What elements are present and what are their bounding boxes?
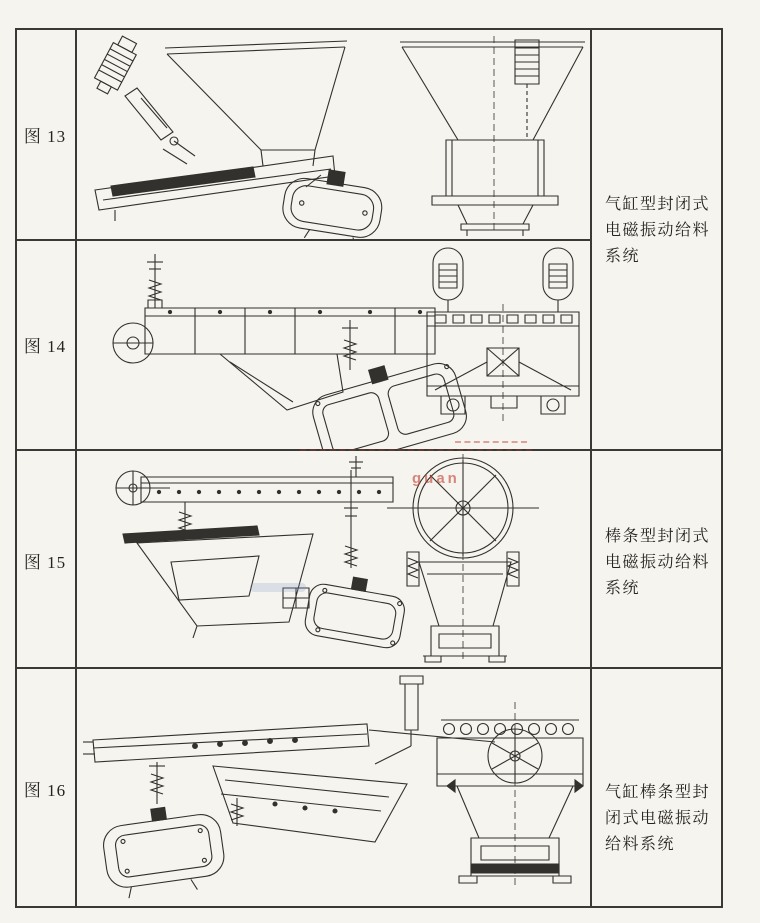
figure-14-front-view (427, 248, 579, 422)
figure-15-drawing (75, 450, 590, 667)
figure-15-label: 图 15 (23, 553, 67, 572)
description-line: 系统 (605, 248, 641, 265)
figure-16-drawing (75, 668, 590, 908)
figure-13-drawing (75, 28, 590, 239)
description-line: 电磁振动给料 (605, 222, 711, 239)
description-bar-type (605, 524, 721, 602)
figure-13-side-view (91, 34, 387, 239)
description-line: 系统 (605, 580, 641, 597)
description-line: 电磁振动给料 (605, 554, 711, 571)
scan-smudge (250, 583, 306, 592)
red-watermark-text: guan (412, 470, 460, 487)
figure-16-label: 图 16 (23, 781, 67, 800)
description-line: 气缸棒条型封 (605, 784, 711, 801)
figure-14-side-view (113, 254, 471, 449)
description-line: 气缸型封闭式 (605, 196, 711, 213)
description-line: 给料系统 (605, 836, 676, 853)
figure-14-label: 图 14 (23, 337, 67, 356)
figure-14-drawing (75, 240, 590, 449)
description-line: 棒条型封闭式 (605, 528, 711, 545)
figure-16-side-view (83, 676, 495, 902)
figure-13-label: 图 13 (23, 127, 67, 146)
figure-13-front-view (400, 36, 585, 236)
figure-15-side-view (116, 456, 409, 650)
red-watermark-dash (300, 449, 532, 451)
figure-16-front-view (437, 702, 583, 886)
figure-15-front-view (387, 454, 539, 662)
description-line: 闭式电磁振动 (605, 810, 711, 827)
red-watermark-dash (455, 441, 527, 443)
description-cylinder-type (605, 192, 721, 270)
table-right-column-divider (590, 28, 592, 908)
description-cylinder-bar-type (605, 780, 721, 858)
